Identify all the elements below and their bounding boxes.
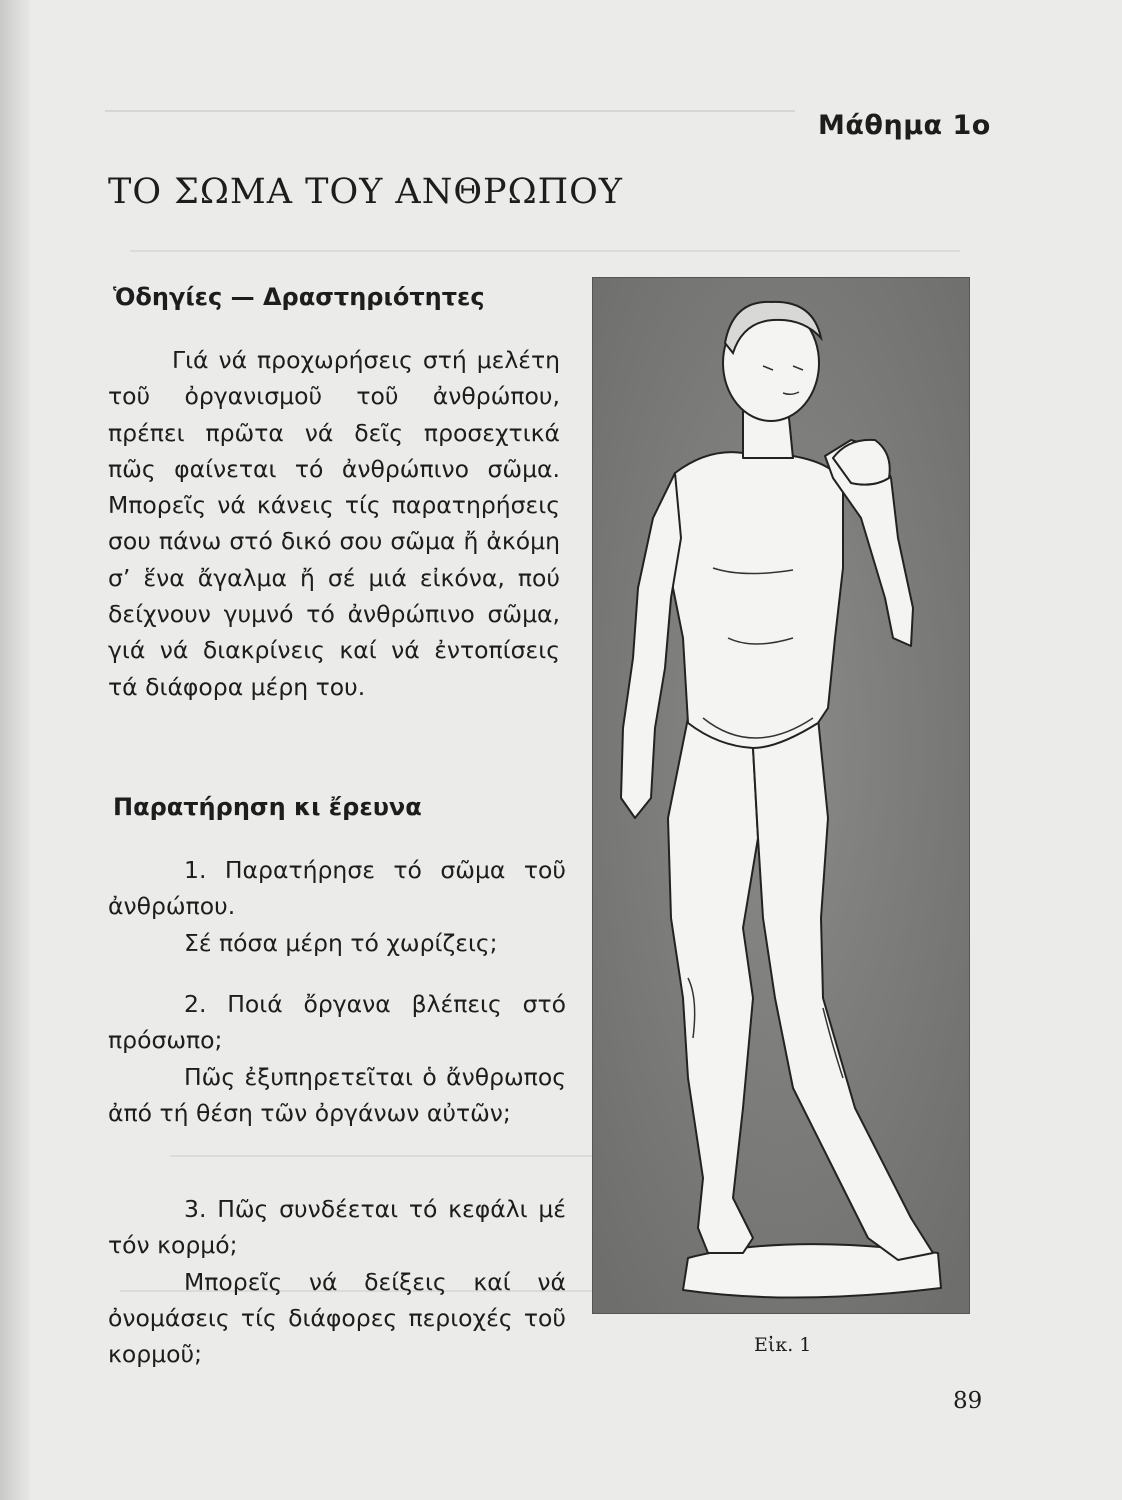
question-1-sub: Σέ πόσα μέρη τό χωρίζεις; [184,928,498,957]
page-title: ΤΟ ΣΩΜΑ ΤΟΥ ΑΝΘΡΩΠΟΥ [108,172,623,212]
guidance-paragraph: Γιά νά προχωρήσεις στή μελέτη τοῦ ὀργανισμοῦ τοῦ ἀνθρώπου, πρέπει πρῶτα νά δεῖς προσεχτικά πῶς φαίνεται τό ἀνθρώπινο σῶμα. Μπορεῖς νά κάνεις τίς παρατηρήσεις σου πάνω στό δικό σου σῶμα ἤ ἀκόμη σ’ ἕνα ἄγαλμα ἤ σέ μιά εἰκόνα, πού δείχνουν γυμνό τό ἀνθρώπινο σῶμα, γιά νά διακρίνεις καί νά ἐντοπίσεις τά διάφορα μέρη του. [108,346,560,701]
question-3 [108,1191,566,1372]
question-1-main: 1. Παρατήρησε τό σῶμα τοῦ ἀνθρώπου. [108,856,566,921]
question-2-main: 2. Ποιά ὄργανα βλέπεις στό πρόσωπο; [108,990,566,1055]
question-1 [108,852,566,961]
question-2 [108,986,566,1131]
page-shadow [0,0,30,1500]
question-3-sub: Μπορεῖς νά δείξεις καί νά ὀνομάσεις τίς διάφορες περιοχές τοῦ κορμοῦ; [108,1267,566,1369]
question-3-main: 3. Πῶς συνδέεται τό κεφάλι μέ τόν κορμό; [108,1195,566,1260]
guidance-heading: Ὁδηγίες — Δραστηριότητες [113,283,485,311]
question-2-sub: Πῶς ἐξυπηρετεῖται ὁ ἄνθρωπος ἀπό τή θέση τῶν ὀργάνων αὐτῶν; [108,1062,566,1127]
page-number: 89 [953,1388,983,1414]
lesson-label: Μάθημα 1ο [818,110,991,141]
statue-illustration [593,278,969,1313]
figure-caption: Εἰκ. 1 [754,1334,812,1356]
observation-heading: Παρατήρηση κι ἔρευνα [113,793,422,821]
statue-figure [592,277,970,1314]
